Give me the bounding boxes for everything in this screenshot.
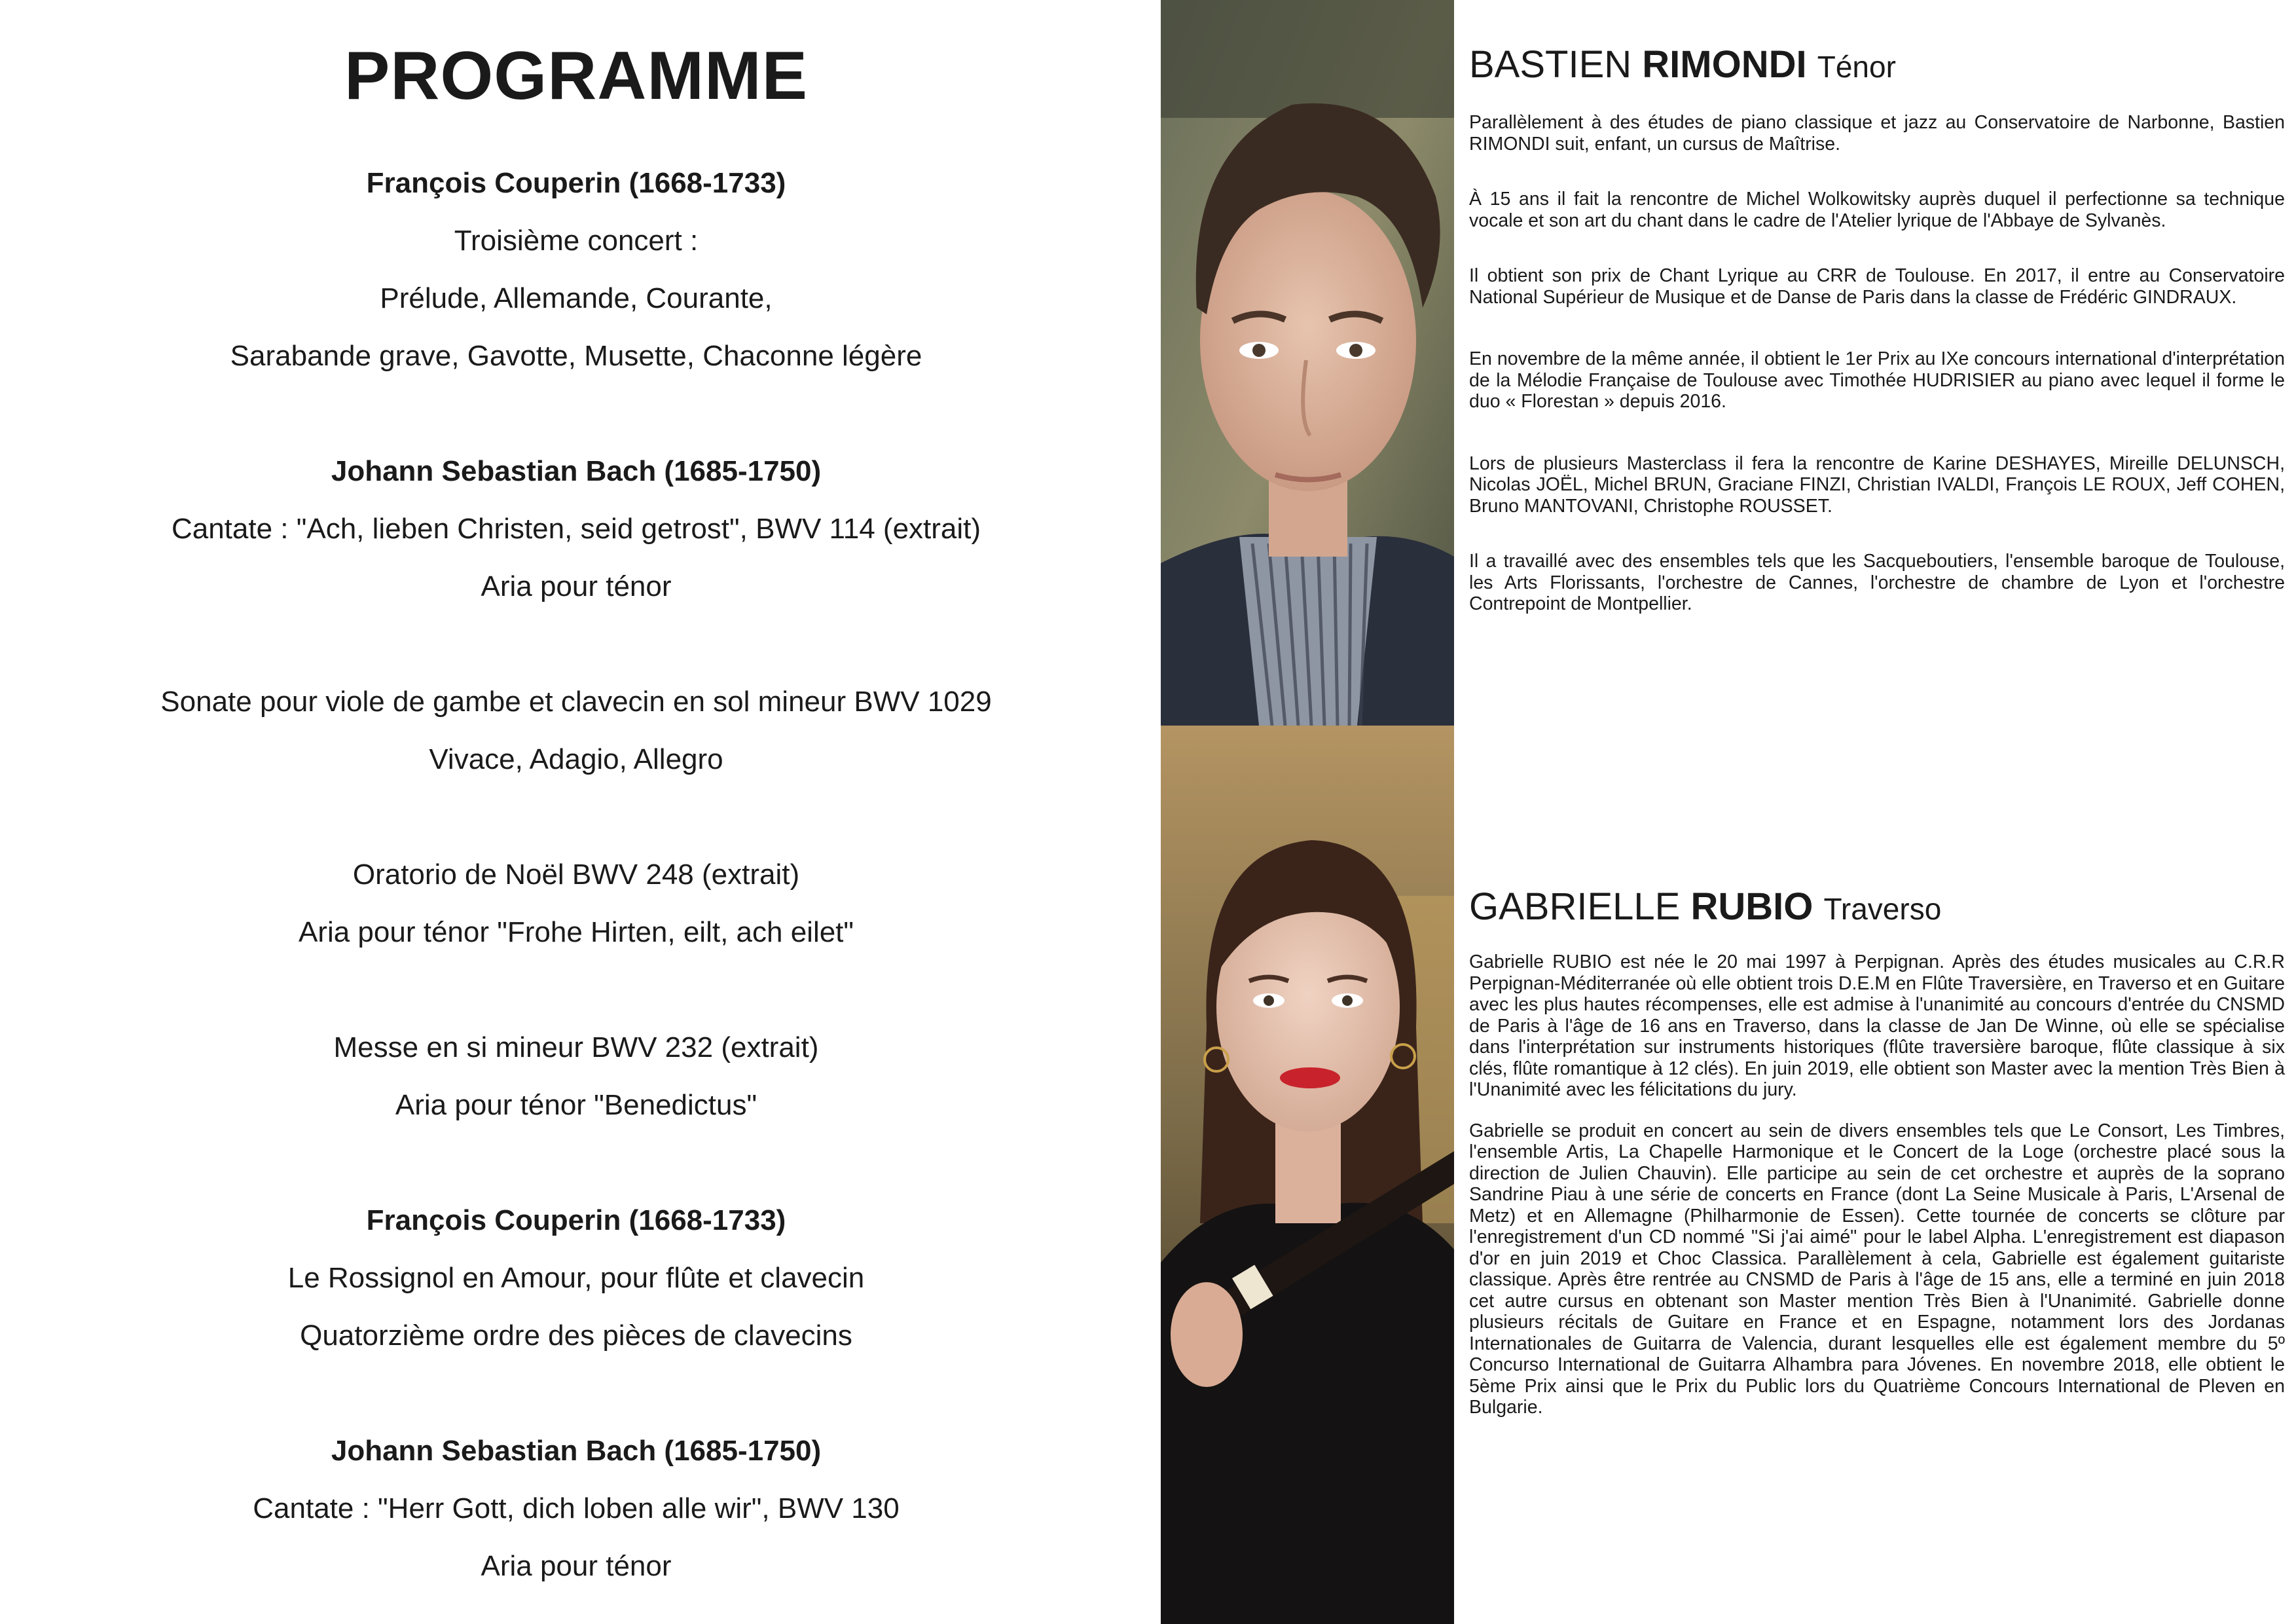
bastien-portrait-image [1161, 0, 1454, 726]
bastien-role: Ténor [1817, 50, 1896, 84]
programme-work: Cantate : "Ach, lieben Christen, seid getrost", BWV 114 (extrait) [171, 513, 981, 545]
programme-work: Vivace, Adagio, Allegro [429, 743, 723, 775]
gabrielle-paragraph: Gabrielle se produit en concert au sein de divers ensembles tels que Le Consort, Les Timbres, l'ensemble Artis, La Chapelle Harmonique et le Concert de la Loge (orchestre placé sous la direction de Julien Chauvin). Elle participe au sein de cet orchestre et auprès de la soprano Sandrine Piau à une série de concerts en France (dont La Seine Musicale à Paris, L'Arsenal de Metz) et en Allemagne (Philharmonie de Essen). Cette tournée de concerts se clôture par l'enregistrement d'un CD nommé "Si j'ai aimé" pour le label Alpha. L'enregistrement est diapason d'or en juin 2019 et Choc Classica. Parallèlement à cela, Gabrielle est également guitariste classique. Après être rentrée au CNSMD de Paris à l'âge de 15 ans, elle a terminé en juin 2018 cet autre cursus en obtenant son Master mention Très Bien à l'Unanimité. Gabrielle donne plusieurs récitals de Guitare en France et en Espagne, notamment lors des Jordanas Internationales de Guitarra de Valencia, durant lesquelles elle est également membre du 5º Concurso International de Guitarra Alhambra para Jóvenes. En novembre 2018, elle obtient le 5ème Prix ainsi que le Prix du Public lors du Quatrième Concours International de Pleven en Bulgarie. [1469, 1120, 2285, 1418]
gabrielle-portrait-image [1161, 726, 1454, 1624]
programme-title: PROGRAMME [344, 38, 809, 114]
gabrielle-bio [1469, 884, 2285, 1438]
gabrielle-portrait [1161, 726, 1454, 1624]
gabrielle-role: Traverso [1823, 892, 1942, 926]
programme-composer: François Couperin (1668-1733) [366, 1204, 786, 1236]
programme-work: Oratorio de Noël BWV 248 (extrait) [352, 858, 800, 891]
bastien-bio [1469, 42, 2285, 649]
programme-work: Aria pour ténor "Benedictus" [395, 1089, 757, 1121]
programme-work: Messe en si mineur BWV 232 (extrait) [333, 1031, 819, 1063]
programme-work: Aria pour ténor [481, 1550, 672, 1582]
programme-work: Sarabande grave, Gavotte, Musette, Chaconne légère [230, 340, 922, 372]
programme-composer: François Couperin (1668-1733) [366, 167, 786, 199]
programme-work: Troisième concert : [454, 225, 699, 257]
gabrielle-first-name: GABRIELLE [1469, 885, 1681, 928]
programme-composer: Johann Sebastian Bach (1685-1750) [331, 455, 822, 487]
bastien-portrait [1161, 0, 1454, 726]
bastien-last-name: RIMONDI [1642, 43, 1807, 86]
bastien-paragraph: En novembre de la même année, il obtient le 1er Prix au IXe concours international d'interprétation de la Mélodie Française de Toulouse avec Timothée HUDRISIER au piano avec lequel il forme le duo « Florestan » depuis 2016. [1469, 348, 2285, 412]
bastien-first-name: BASTIEN [1469, 43, 1632, 86]
gabrielle-paragraph: Gabrielle RUBIO est née le 20 mai 1997 à Perpignan. Après des études musicales au C.R.R Perpignan-Méditerranée où elle obtient trois D.E.M en Flûte Traversière, en Traverso et en Guitare avec les plus hautes récompenses, elle est admise à l'unanimité au concours d'entrée du CNSMD de Paris à l'âge de 16 ans en Traverso, dans la classe de Jan De Winne, où elle se spécialise dans l'interprétation sur instruments historiques (flûte traversière baroque, flûte classique à six clés, flûte romantique à 12 clés). En juin 2019, elle obtient son Master avec la mention Très Bien à l'Unanimité avec les félicitations du jury. [1469, 951, 2285, 1100]
programme-work: Le Rossignol en Amour, pour flûte et clavecin [287, 1262, 865, 1294]
bastien-paragraph: Parallèlement à des études de piano classique et jazz au Conservatoire de Narbonne, Bastien RIMONDI suit, enfant, un cursus de Maîtrise. [1469, 112, 2285, 155]
bastien-paragraph: À 15 ans il fait la rencontre de Michel Wolkowitsky auprès duquel il perfectionne sa technique vocale et son art du chant dans le cadre de l'Atelier lyrique de l'Abbaye de Sylvanès. [1469, 189, 2285, 231]
programme-work: Cantate : "Herr Gott, dich loben alle wir", BWV 130 [253, 1492, 900, 1524]
bastien-paragraph: Lors de plusieurs Masterclass il fera la rencontre de Karine DESHAYES, Mireille DELUNSCH, Nicolas JOËL, Michel BRUN, Graciane FINZI, Christian IVALDI, François LE ROUX, Jeff COHEN, Bruno MANTOVANI, Christophe ROUSSET. [1469, 452, 2285, 517]
programme-work: Aria pour ténor [481, 570, 672, 602]
gabrielle-last-name: RUBIO [1690, 885, 1813, 928]
programme-work: Quatorzième ordre des pièces de clavecins [300, 1320, 852, 1352]
bastien-paragraph: Il a travaillé avec des ensembles tels que les Sacqueboutiers, l'ensemble baroque de Toulouse, les Arts Florissants, l'orchestre de Cannes, l'orchestre de chambre de Lyon et l'orchestre Contrepoint de Montpellier. [1469, 551, 2285, 614]
programme-work: Sonate pour viole de gambe et clavecin en sol mineur BWV 1029 [160, 686, 992, 718]
gabrielle-heading [1469, 884, 2285, 932]
bastien-heading [1469, 42, 2285, 90]
bastien-paragraph: Il obtient son prix de Chant Lyrique au CRR de Toulouse. En 2017, il entre au Conservatoire National Supérieur de Musique et de Danse de Paris dans la classe de Frédéric GINDRAUX. [1469, 265, 2285, 308]
programme-work: Prélude, Allemande, Courante, [380, 282, 773, 314]
programme-work: Aria pour ténor "Frohe Hirten, eilt, ach eilet" [298, 916, 854, 948]
programme-composer: Johann Sebastian Bach (1685-1750) [331, 1435, 822, 1467]
